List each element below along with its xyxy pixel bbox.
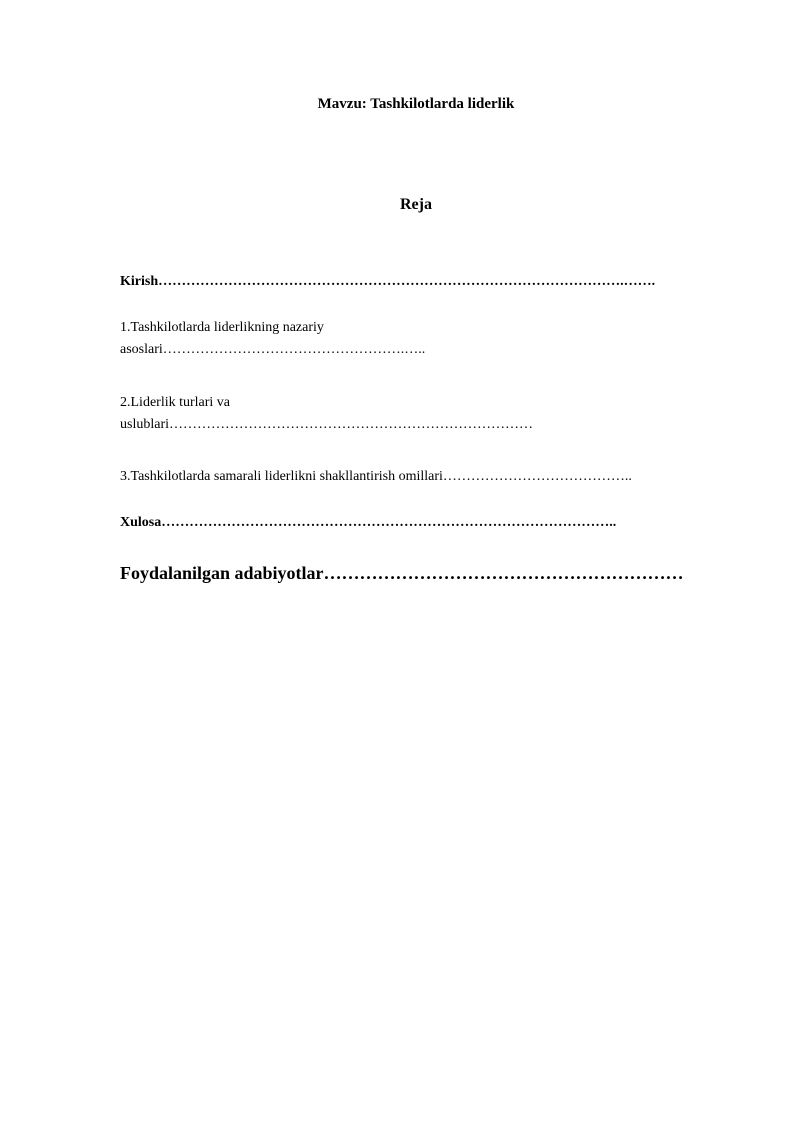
toc-entry-theoretical-foundations-line2: asoslari…………………………………………….…..	[120, 342, 426, 357]
toc-entry-effective-leadership-factors-text: 3.Tashkilotlarda samarali liderlikni shakllantirish omillari…………………………………..	[120, 469, 632, 484]
toc-entry-effective-leadership-factors	[120, 466, 720, 488]
document-topic: Mavzu: Tashkilotlarda liderlik	[317, 96, 515, 112]
toc-entry-leadership-types	[120, 392, 720, 436]
toc-entry-conclusion	[120, 512, 720, 534]
toc-entry-introduction-text: Kirish……………………………………………………………………………………….…….	[120, 274, 656, 289]
toc-entry-leadership-types-line1: 2.Liderlik turlari va	[120, 395, 231, 410]
toc-entry-conclusion-text: Xulosa……………………………………………………………………………………..	[120, 515, 617, 530]
plan-title: Reja	[400, 196, 432, 213]
toc-entry-leadership-types-line2: uslublari……………………………………………………………………	[120, 417, 533, 432]
toc-entry-theoretical-foundations	[120, 317, 720, 361]
toc-entry-introduction	[120, 271, 720, 293]
toc-entry-theoretical-foundations-line1: 1.Tashkilotlarda liderlikning nazariy	[120, 320, 324, 335]
toc-entry-references	[120, 560, 720, 586]
toc-entry-references-text: Foydalanilgan adabiyotlar……………………………………………………	[120, 563, 684, 583]
